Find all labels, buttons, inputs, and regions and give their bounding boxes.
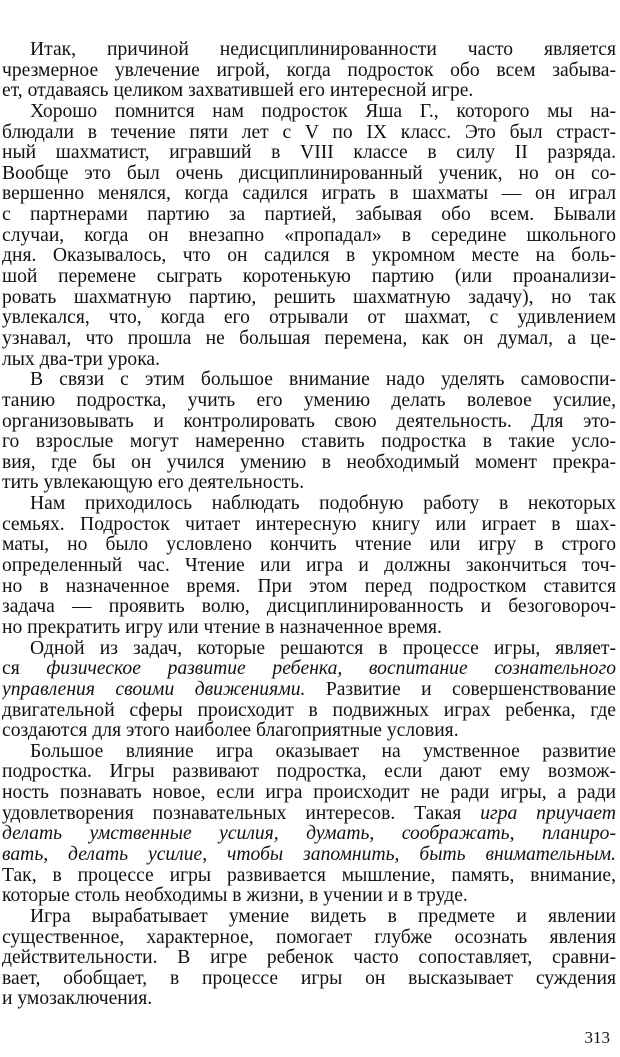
text-line: Нам приходилось наблюдать подобную работу в некоторых bbox=[30, 494, 616, 515]
text-line: ный шахматист, игравший в VIII классе в силу II разряда. bbox=[2, 143, 616, 164]
text-line: увлекался, что, когда его отрывали от шахмат, с удивлением bbox=[2, 308, 616, 329]
text-line-with-italic: ся физическое развитие ребенка, воспитание сознательного bbox=[2, 659, 616, 680]
text-line: вершенно менялся, когда садился играть в шахматы — он играл bbox=[2, 184, 616, 205]
text-line: семьях. Подросток читает интересную книгу или играет в шах- bbox=[2, 514, 616, 535]
text-line: создаются для этого наиболее благоприятные условия. bbox=[2, 721, 459, 742]
text-line: Хорошо помнится нам подросток Яша Г., которого мы на- bbox=[30, 101, 616, 122]
text-line: ность познавать новое, если игра происходит не ради игры, а ради bbox=[2, 783, 616, 804]
text-line: определенный час. Чтение или игра и должны закончиться точ- bbox=[2, 556, 616, 577]
text-line: которые столь необходимы в жизни, в учении и в труде. bbox=[2, 886, 468, 907]
text-line-italic: делать умственные усилия, думать, соображать, планиро- bbox=[2, 824, 616, 845]
text-line: но в назначенное время. При этом перед подростком ставится bbox=[2, 576, 616, 597]
italic-emphasis: физическое развитие ребенка, воспитание сознательного bbox=[46, 659, 616, 680]
text-line: вает, обобщает, в процессе игры он высказывает суждения bbox=[2, 968, 616, 989]
text-line: вия, где бы он учился умению в необходимый момент прекра- bbox=[2, 452, 616, 473]
text-line: существенное, характерное, помогает глубже осознать явления bbox=[2, 927, 616, 948]
text-line: Вообще это был очень дисциплинированный ученик, но он со- bbox=[2, 163, 616, 184]
text-line-with-italic: управления своими движениями. Развитие и совершенствование bbox=[2, 679, 616, 700]
text-line: лых два-три урока. bbox=[2, 349, 161, 370]
text-line: подростка. Игры развивают подростка, если дают ему возмож- bbox=[2, 762, 616, 783]
italic-emphasis: игра приучает bbox=[480, 803, 616, 824]
text-line: Большое влияние игра оказывает на умственное развитие bbox=[30, 741, 616, 762]
body-text bbox=[2, 40, 616, 1010]
text-line: но прекратить игру или чтение в назначенное время. bbox=[2, 617, 442, 638]
text-line: ет, отдаваясь целиком захватившей его интересной игре. bbox=[2, 81, 474, 102]
text-line: задача — проявить волю, дисциплинированность и безоговороч- bbox=[2, 597, 616, 618]
text-line: чрезмерное увлечение игрой, когда подросток обо всем забыва- bbox=[2, 60, 616, 81]
text-line: Игра вырабатывает умение видеть в предмете и явлении bbox=[30, 906, 616, 927]
text-line: двигательной сферы происходит в подвижных играх ребенка, где bbox=[2, 700, 616, 721]
text-line: ровать шахматную партию, решить шахматную задачу), но так bbox=[2, 287, 616, 308]
text-line: го взрослые могут намеренно ставить подростка в такие усло- bbox=[2, 432, 616, 453]
text-line: шой перемене сыграть коротенькую партию (или проанализи- bbox=[2, 267, 616, 288]
text-line: Итак, причиной недисциплинированности часто является bbox=[30, 40, 616, 60]
text-line: и умозаключения. bbox=[2, 989, 153, 1010]
text-line-with-italic: удовлетворения познавательных интересов. Такая игра приучает bbox=[2, 803, 616, 824]
text-line: дня. Оказывалось, что он садился в укромном месте на боль- bbox=[2, 246, 616, 267]
text-line: действительности. В игре ребенок часто сопоставляет, сравни- bbox=[2, 948, 616, 969]
text-line: танию подростка, учить его умению делать волевое усилие, bbox=[2, 390, 616, 411]
text-line: маты, но было условлено кончить чтение или игру в строго bbox=[2, 535, 616, 556]
italic-emphasis: управления своими движениями. bbox=[2, 679, 306, 700]
text-line: с партнерами партию за партией, забывая обо всем. Бывали bbox=[2, 205, 616, 226]
text-line: организовывать и контролировать свою деятельность. Для это- bbox=[2, 411, 616, 432]
text-line: тить увлекающую его деятельность. bbox=[2, 473, 305, 494]
text-line-italic: вать, делать усилие, чтобы запомнить, быть внимательным. bbox=[2, 844, 616, 865]
text-line: Так, в процессе игры развивается мышление, память, внимание, bbox=[2, 865, 616, 886]
text-line: Одной из задач, которые решаются в процессе игры, являет- bbox=[30, 638, 616, 659]
text-line: узнавал, что прошла не большая перемена, как он думал, а це- bbox=[2, 328, 616, 349]
text-line: В связи с этим большое внимание надо уделять самовоспи- bbox=[30, 370, 616, 391]
text-line: случаи, когда он внезапно «пропадал» в середине школьного bbox=[2, 225, 616, 246]
page-number: 313 bbox=[584, 1028, 610, 1047]
text-line: блюдали в течение пяти лет с V по IX класс. Это был страст- bbox=[2, 122, 616, 143]
